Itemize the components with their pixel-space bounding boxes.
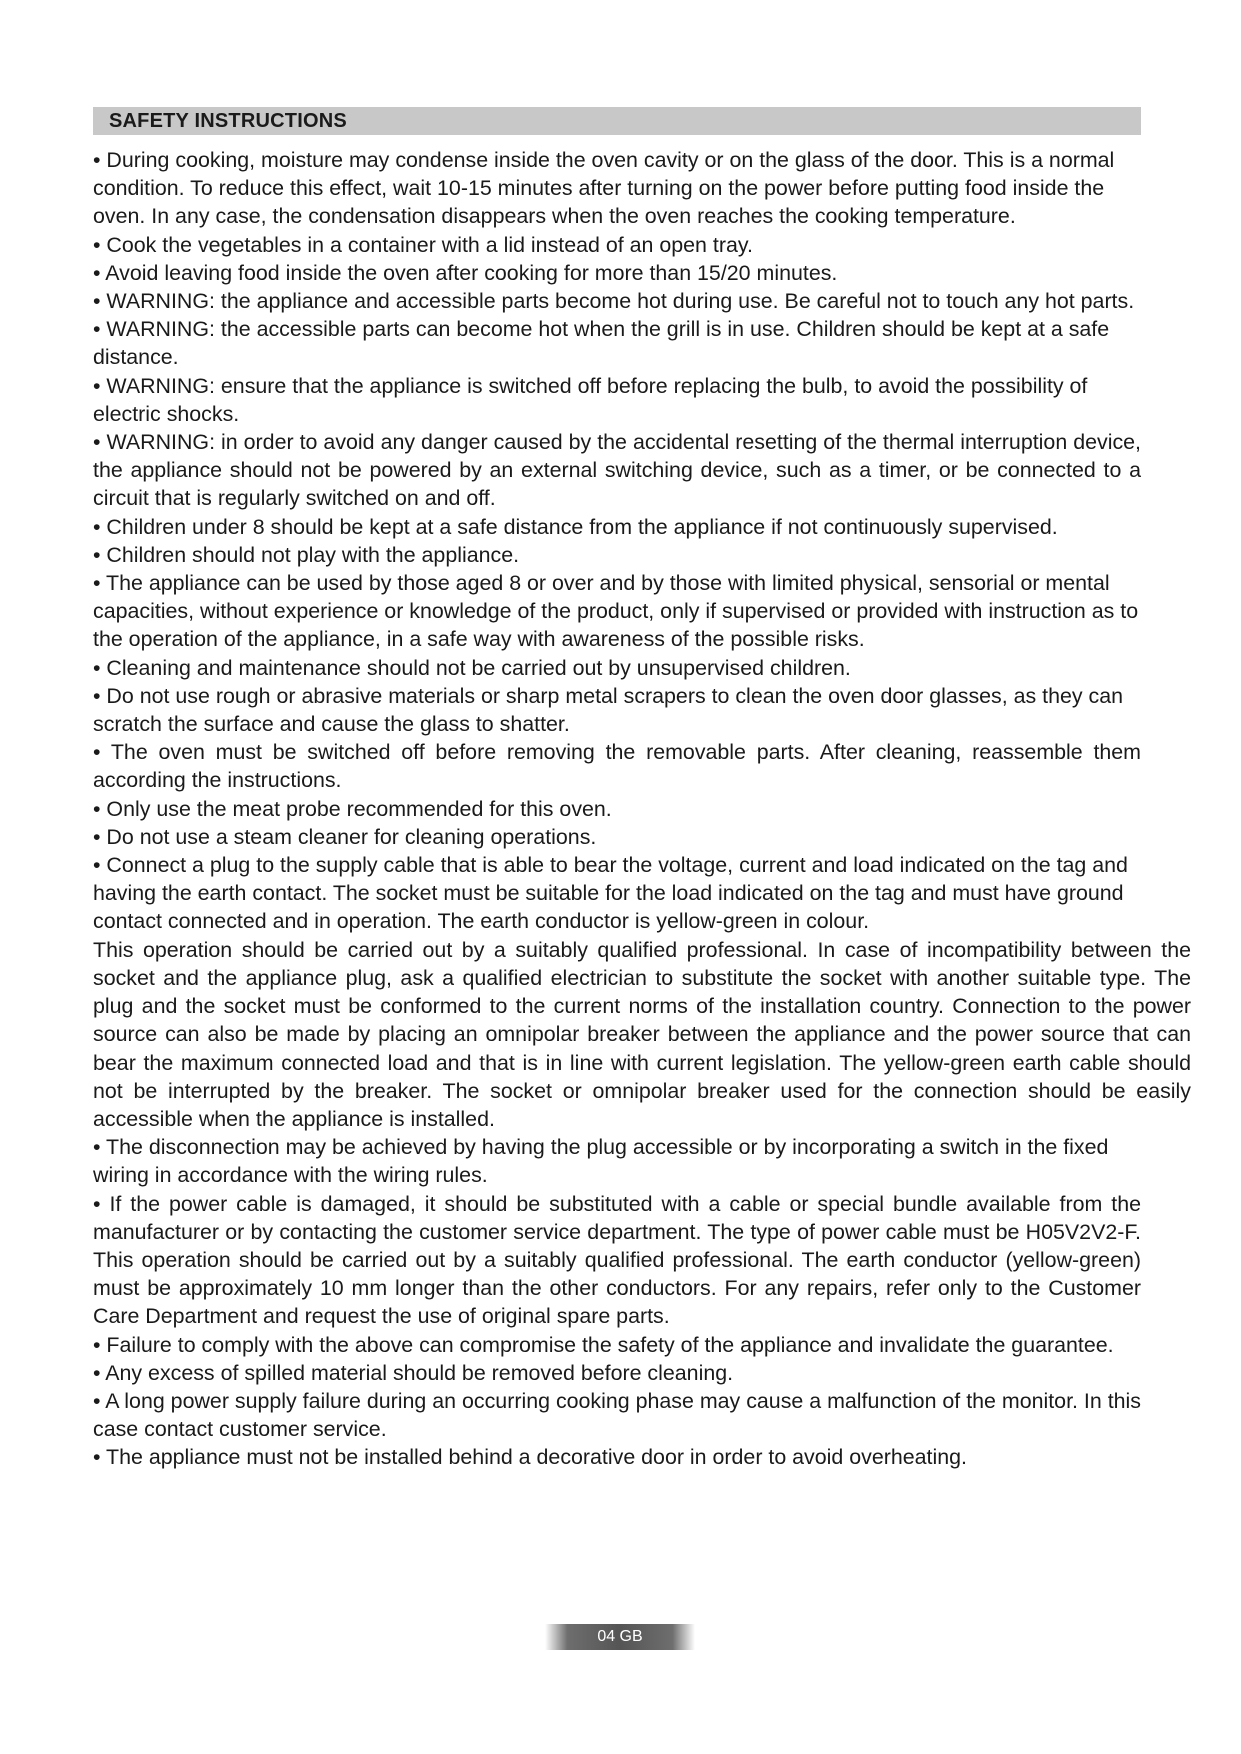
paragraph-power-cable: • If the power cable is damaged, it should be substituted with a cable or special bundle available from the manufacturer or by contacting the customer service department. The type of power cable must be H05V2V2-F. This operation should be carried out by a suitably qualified professional. The earth conductor (yellow-green) must be approximately 10 mm longer than the other conductors. For any repairs, refer only to the Customer Care Department and request the use of original spare parts. (93, 1191, 1141, 1329)
paragraph-decorative-door: • The appliance must not be installed behind a decorative door in order to avoid overheating. (93, 1445, 967, 1470)
paragraph-warning-bulb: • WARNING: ensure that the appliance is switched off before replacing the bulb, to avoid the possibility of electric shocks. (93, 373, 1088, 426)
section-header-bar (93, 107, 1141, 135)
page-number-badge (545, 1624, 695, 1650)
paragraph-disconnection: • The disconnection may be achieved by having the plug accessible or by incorporating a switch in the fixed wiring in accordance with the wiring rules. (93, 1135, 1109, 1188)
paragraph-abrasive-materials: • Do not use rough or abrasive materials or sharp metal scrapers to clean the oven door glasses, as they can scratch the surface and cause the glass to shatter. (93, 683, 1124, 737)
section-title: SAFETY INSTRUCTIONS (109, 110, 347, 132)
safety-instructions-body (93, 146, 1191, 1472)
paragraph-failure-to-comply: • Failure to comply with the above can compromise the safety of the appliance and invalidate the guarantee. (93, 1332, 1114, 1357)
paragraph-warning-thermal: • WARNING: in order to avoid any danger caused by the accidental resetting of the thermal interruption device, the appliance should not be powered by an external switching device, such as a timer, or be connected to a circuit that is regularly switched on and off. (93, 430, 1141, 511)
paragraph-children-play: • Children should not play with the appliance. (93, 542, 520, 567)
paragraph-leaving-food: • Avoid leaving food inside the oven after cooking for more than 15/20 minutes. (93, 260, 838, 285)
paragraph-limited-capacities: • The appliance can be used by those aged 8 or over and by those with limited physical, sensorial or mental capacities, without experience or knowledge of the product, only if supervised or provided with instruction as to the operation of the appliance, in a safe way with awareness of the possible risks. (93, 571, 1139, 652)
paragraph-qualified-professional: This operation should be carried out by a suitably qualified professional. In case of incompatibility between the socket and the appliance plug, ask a qualified electrician to substitute the socket with another suitable type. The plug and the socket must be conformed to the current norms of the installation country. Connection to the power source can also be made by placing an omnipolar breaker between the appliance and the power source that can bear the maximum connected load and that is in line with current legislation. The yellow-green earth cable should not be interrupted by the breaker. The socket or omnipolar breaker used for the connection should be easily accessible when the appliance is installed. (93, 937, 1191, 1131)
paragraph-removable-parts: • The oven must be switched off before removing the removable parts. After cleaning, reassemble them according the instructions. (93, 740, 1141, 793)
paragraph-warning-grill: • WARNING: the accessible parts can become hot when the grill is in use. Children should be kept at a safe distance. (93, 317, 1110, 370)
paragraph-meat-probe: • Only use the meat probe recommended for this oven. (93, 796, 612, 821)
paragraph-cleaning-children: • Cleaning and maintenance should not be carried out by unsupervised children. (93, 655, 851, 680)
paragraph-warning-hot-parts: • WARNING: the appliance and accessible parts become hot during use. Be careful not to touch any hot parts. (93, 289, 1135, 314)
paragraph-children-distance: • Children under 8 should be kept at a safe distance from the appliance if not continuously supervised. (93, 514, 1058, 539)
paragraph-power-failure: • A long power supply failure during an occurring cooking phase may cause a malfunction of the monitor. In this case contact customer service. (93, 1388, 1141, 1442)
paragraph-connect-plug: • Connect a plug to the supply cable that is able to bear the voltage, current and load indicated on the tag and having the earth contact. The socket must be suitable for the load indicated on the tag and must have ground contact connected and in operation. The earth conductor is yellow-green in colour. (93, 853, 1128, 934)
paragraph-condensation: • During cooking, moisture may condense inside the oven cavity or on the glass of the door. This is a normal condition. To reduce this effect, wait 10-15 minutes after turning on the power before putting food inside the oven. In any case, the condensation disappears when the oven reaches the cooking temperature. (93, 148, 1115, 229)
paragraph-steam-cleaner: • Do not use a steam cleaner for cleaning operations. (93, 824, 597, 849)
paragraph-vegetables: • Cook the vegetables in a container with a lid instead of an open tray. (93, 232, 753, 257)
page-number: 04 GB (597, 1628, 643, 1645)
paragraph-spilled-material: • Any excess of spilled material should be removed before cleaning. (93, 1360, 734, 1385)
